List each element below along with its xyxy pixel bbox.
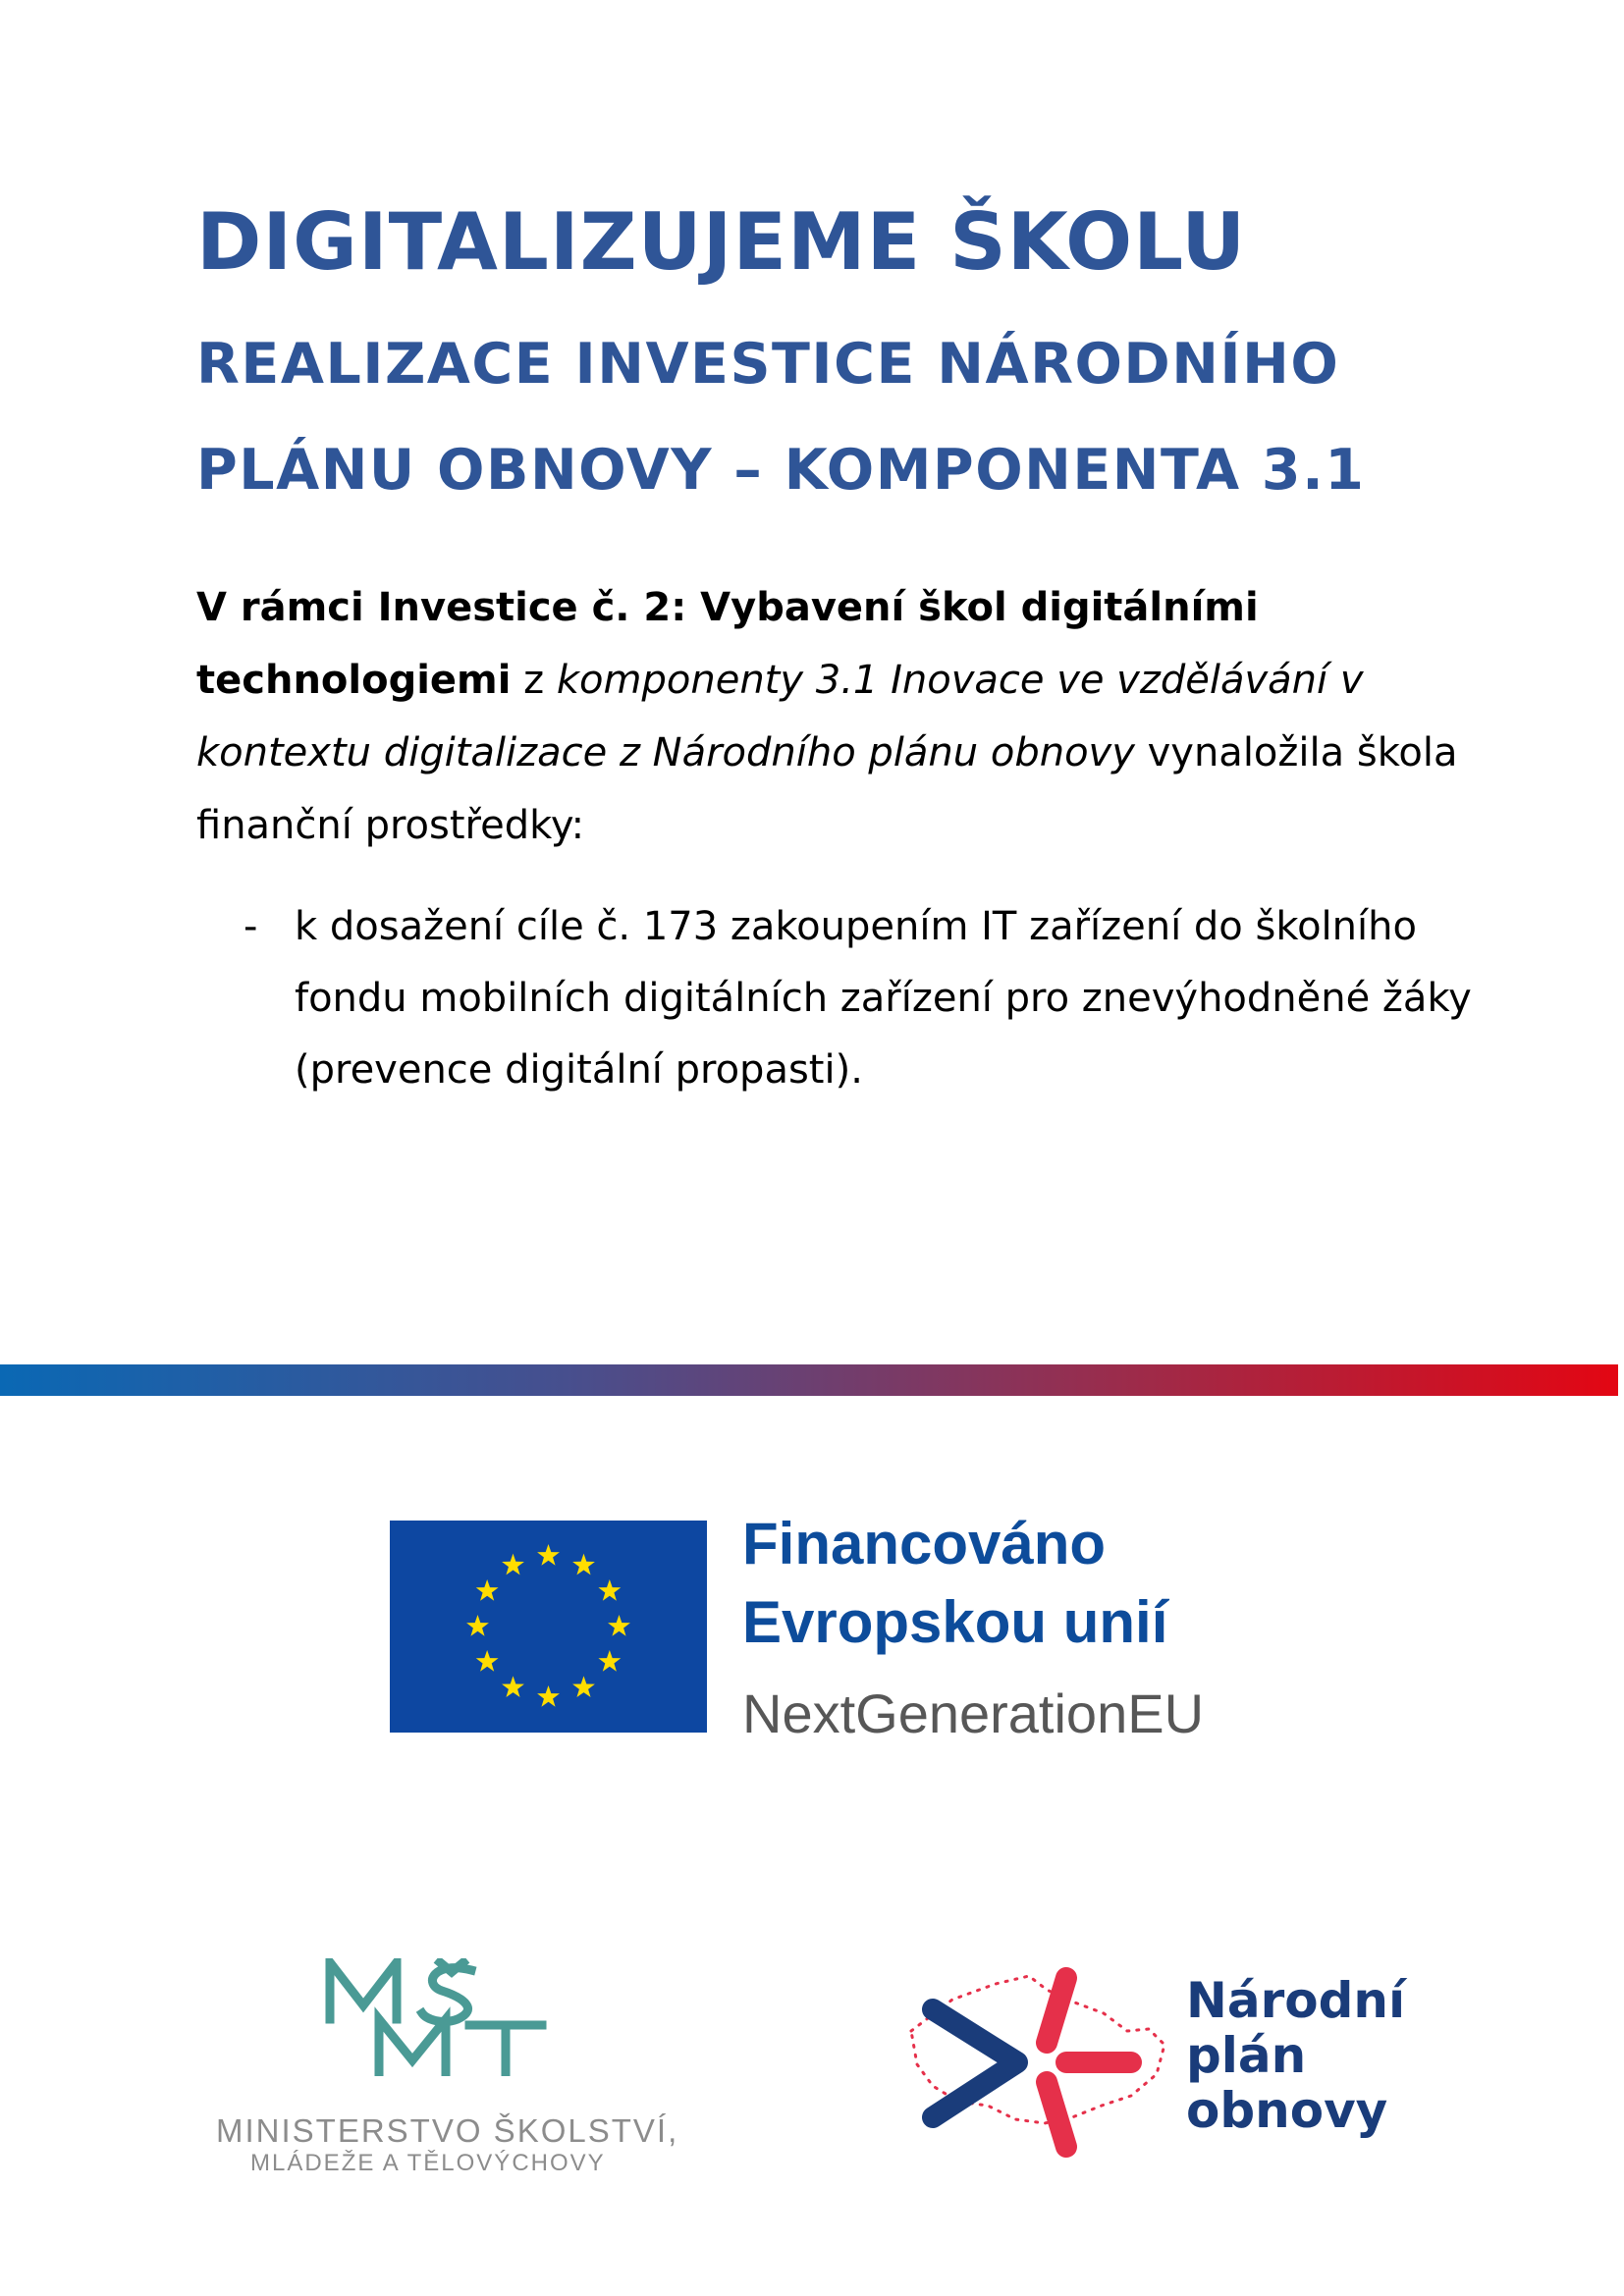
eu-funding-line-3: NextGenerationEU [742, 1682, 1205, 1744]
bullet-dash: - [244, 904, 258, 949]
intro-connector-text: z [511, 658, 557, 703]
eu-flag-icon [390, 1521, 707, 1733]
intro-paragraph [196, 571, 1492, 862]
gradient-divider [0, 1364, 1618, 1396]
eu-funding-line-1: Financováno [742, 1511, 1107, 1576]
eu-funding-line-2: Evropskou unií [742, 1589, 1168, 1655]
npo-map-arrow-icon [899, 1949, 1184, 2164]
msmt-monogram-icon [324, 1958, 560, 2076]
subtitle-line-1: REALIZACE INVESTICE NÁRODNÍHO [196, 332, 1340, 397]
npo-name-line-2: plán [1186, 2027, 1307, 2084]
npo-name-line-1: Národní [1186, 1972, 1406, 2029]
subtitle-line-2: PLÁNU OBNOVY – KOMPONENTA 3.1 [196, 438, 1366, 503]
intro-italic-text: komponenty 3.1 Inovace ve vzdělávání v kontextu digitalizace z Národního plánu obnovy [196, 658, 1364, 775]
intro-end-text: vynaložila škola finanční prostředky: [196, 730, 1458, 848]
bullet-text: k dosažení cíle č. 173 zakoupením IT zařízení do školního fondu mobilních digitálních zařízení pro znevýhodněné žáky (prevence digitální propasti). [295, 904, 1472, 1093]
msmt-name-line-2: MLÁDEŽE A TĚLOVÝCHOVY [250, 2150, 606, 2176]
npo-name-line-3: obnovy [1186, 2082, 1388, 2139]
page-title: DIGITALIZUJEME ŠKOLU [196, 196, 1247, 288]
intro-bold-text: V rámci Investice č. 2: Vybavení škol digitálními technologiemi [196, 585, 1259, 703]
msmt-name-line-1: MINISTERSTVO ŠKOLSTVÍ, [216, 2112, 679, 2149]
